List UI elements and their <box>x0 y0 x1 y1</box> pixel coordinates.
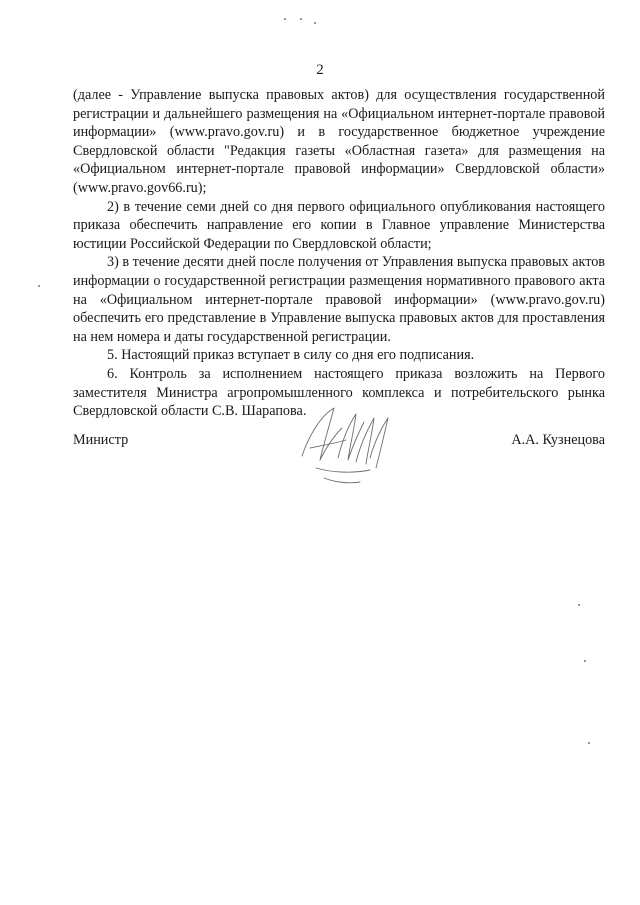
paragraph-continuation: (далее - Управление выпуска правовых актов) для осуществления государственной регистрации и дальнейшего размещения на «Официальном интернет-портале правовой информации» (www.pravo.gov.ru) и в государственное бюджетное учреждение Свердловской области "Редакция газеты «Областная газета» для размещения на «Официальном интернет-портале правовой информации» Свердловской области» (www.pravo.gov66.ru); <box>73 87 605 196</box>
scan-speck <box>284 18 286 20</box>
paragraph-item-6: 6. Контроль за исполнением настоящего приказа возложить на Первого заместителя Министра агропромышленного комплекса и потребительского рынка Свердловской области С.В. Шарапова. <box>73 365 605 420</box>
document-body <box>73 86 605 421</box>
paragraph-item-3: 3) в течение десяти дней после получения от Управления выпуска правовых актов информации о государственной регистрации размещения нормативного правового акта на «Официальном интернет-портале правовой информации» (www.pravo.gov.ru) обеспечить его представление в Управление выпуска правовых актов для проставления на нем номера и даты государственной регистрации. <box>73 254 605 345</box>
signatory-title: Министр <box>73 432 129 448</box>
scan-speck <box>314 22 316 24</box>
signatory-name: А.А. Кузнецова <box>511 432 605 448</box>
paragraph-item-5: 5. Настоящий приказ вступает в силу со дня его подписания. <box>107 347 475 364</box>
paragraph-item-2: 2) в течение семи дней со дня первого официального опубликования настоящего приказа обеспечить направление его копии в Главное управление Министерства юстиции Российской Федерации по Свердловской области; <box>73 198 605 252</box>
scan-speck <box>578 604 580 606</box>
scan-speck <box>38 285 40 287</box>
scan-speck <box>588 742 590 744</box>
handwritten-signature <box>290 398 400 493</box>
scan-speck <box>584 660 586 662</box>
page-number: 2 <box>316 62 324 78</box>
scan-speck <box>300 18 302 20</box>
